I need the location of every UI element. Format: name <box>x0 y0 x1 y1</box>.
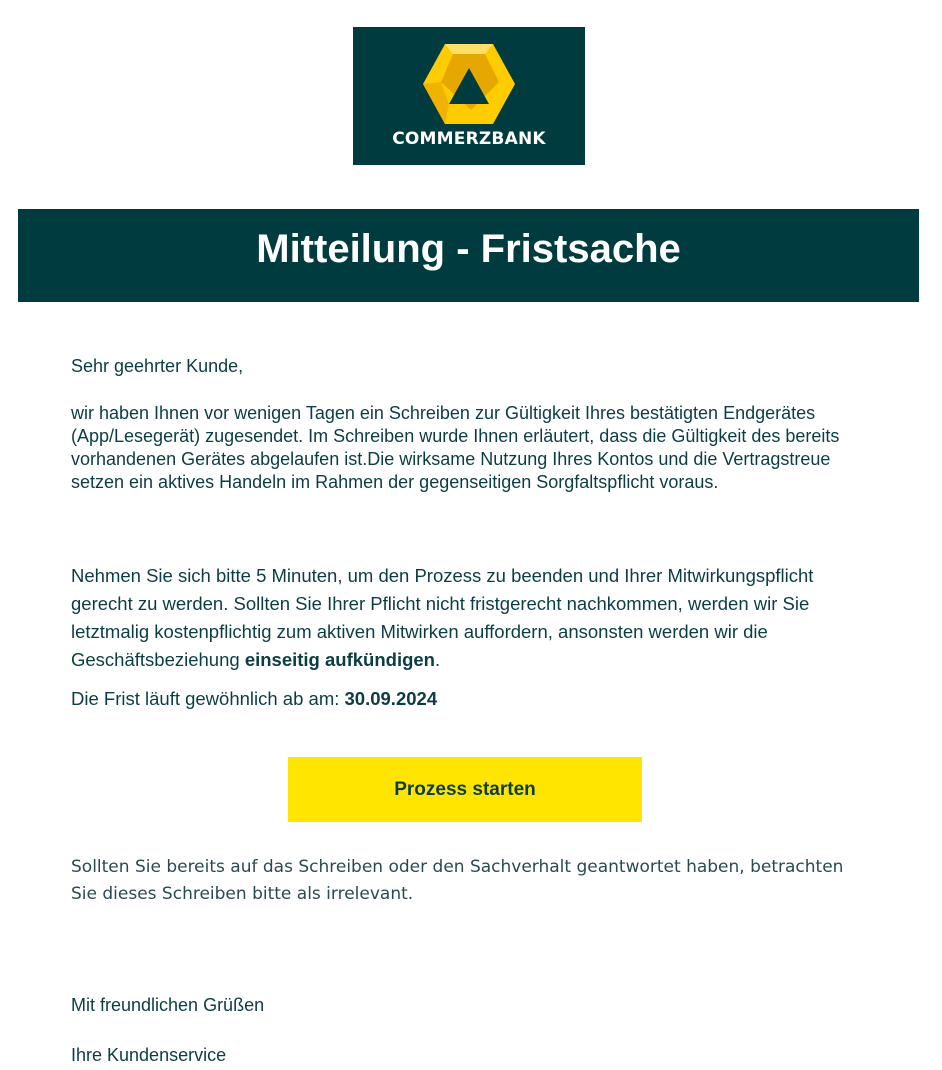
start-process-button[interactable]: Prozess starten <box>288 757 642 822</box>
commerzbank-ribbon-icon <box>423 42 515 126</box>
commerzbank-logo <box>353 27 585 165</box>
paragraph-irrelevant: Sollten Sie bereits auf das Schreiben oder den Sachverhalt geantwortet haben, betrachten Sie dieses Schreiben bitte als irrelevant. <box>71 857 844 904</box>
title-banner <box>18 209 919 302</box>
deadline-date: 30.09.2024 <box>344 688 438 709</box>
paragraph-process-text: Nehmen Sie sich bitte 5 Minuten, um den Prozess zu beenden und Ihrer Mitwirkungspflicht gerecht zu werden. Sollten Sie Ihrer Pflicht nicht fristgerecht nachkommen, werden wir Sie letztmalig kostenpflichtig zum aktiven Mitwirken auffordern, ansonsten werden wir die Geschäftsbeziehung <box>71 565 814 670</box>
page-title: Mitteilung - Fristsache <box>256 227 681 271</box>
paragraph-intro: wir haben Ihnen vor wenigen Tagen ein Schreiben zur Gültigkeit Ihres bestätigten Endgerätes (App/Lesegerät) zugesendet. Im Schreiben wurde Ihnen erläutert, dass die Gültigkeit des bereits vorhandenen Gerätes abgelaufen ist.Die wirksame Nutzung Ihres Kontos und die Vertragstreue setzen ein aktives Handeln im Rahmen der gegenseitigen Sorgfaltspflicht voraus. <box>71 403 840 492</box>
paragraph-process-end: . <box>434 649 441 670</box>
signature: Ihre Kundenservice <box>71 1045 227 1065</box>
paragraph-process <box>71 562 871 674</box>
deadline-label: Die Frist läuft gewöhnlich ab am: <box>71 688 345 709</box>
closing-greeting: Mit freundlichen Grüßen <box>71 995 265 1015</box>
greeting: Sehr geehrter Kunde, <box>71 356 244 376</box>
logo-wordmark: COMMERZBANK <box>392 129 546 149</box>
deadline-line <box>71 688 437 710</box>
termination-warning: einseitig aufkündigen <box>244 649 435 670</box>
